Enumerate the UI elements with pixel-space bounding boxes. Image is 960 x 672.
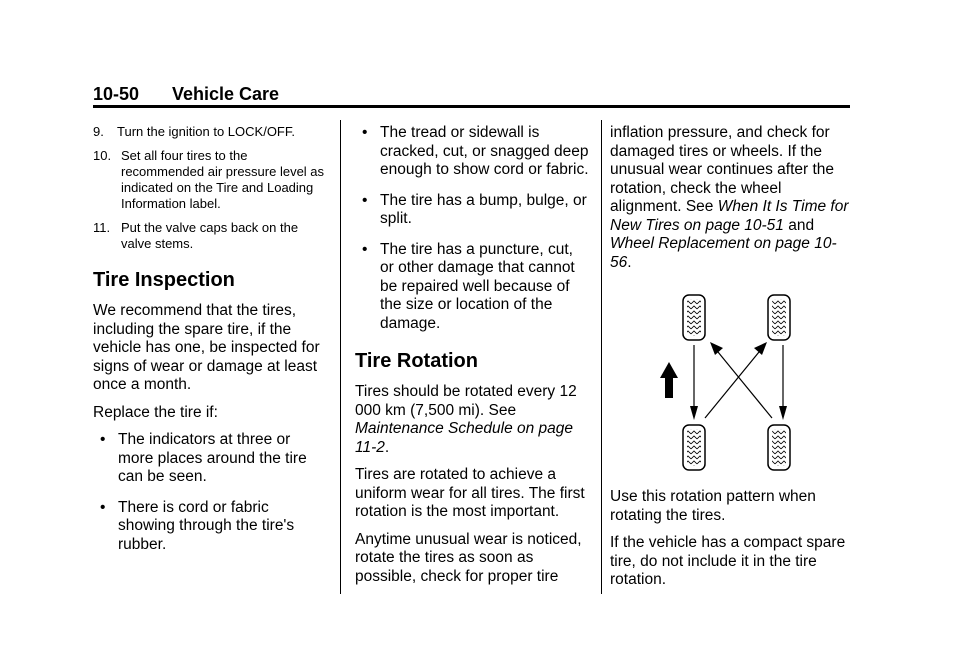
column-1 — [93, 124, 328, 566]
column-divider — [340, 120, 341, 594]
bullet-item: • There is cord or fabric showing through the tire's rubber. — [100, 498, 295, 553]
arrowhead-icon — [690, 406, 698, 420]
bullet-item: • The tire has a bump, bulge, or split. — [362, 191, 587, 227]
page-number: 10-50 — [93, 84, 140, 104]
tire-icon — [683, 295, 705, 340]
cross-reference-link[interactable]: When It Is Time for New Tires on page 10-51 — [610, 198, 849, 234]
column-3 — [610, 124, 855, 588]
tire-icon — [768, 425, 790, 470]
rotation-arrow — [705, 352, 759, 418]
cross-reference-link[interactable]: Maintenance Schedule on page 11-2 — [355, 420, 574, 456]
paragraph: We recommend that the tires, including the spare tire, if the vehicle has one, be inspected for signs of wear or damage at least once a month. — [93, 302, 320, 393]
bullet-item: • The tire has a puncture, cut, or other damage that cannot be repaired well because of the size or location of the damage. — [362, 240, 575, 332]
bullet-item: • The indicators at three or more places around the tire can be seen. — [100, 431, 307, 485]
section-heading: Tire Rotation — [355, 350, 478, 372]
arrowhead-icon — [779, 406, 787, 420]
arrowhead-icon — [754, 342, 767, 355]
paragraph: Tires should be rotated every 12 000 km (7,500 mi). See Maintenance Schedule on page 11-2. — [355, 383, 577, 456]
tire-rotation-diagram — [655, 290, 805, 475]
bullet-item: • The tread or sidewall is cracked, cut, or snagged deep enough to show cord or fabric. — [362, 124, 589, 178]
paragraph: Anytime unusual wear is noticed, rotate the tires as soon as possible, check for proper tire — [355, 530, 582, 585]
column-2 — [355, 124, 590, 595]
paragraph: If the vehicle has a compact spare tire, do not include it in the tire rotation. — [610, 534, 846, 588]
rotation-arrow — [718, 352, 772, 418]
tire-icon — [768, 295, 790, 340]
step-item: 11. Put the valve caps back on the valve stems. — [93, 220, 299, 251]
section-heading: Tire Inspection — [93, 269, 235, 291]
column-divider — [601, 120, 602, 594]
paragraph: inflation pressure, and check for damaged tires or wheels. If the unusual wear continues after the rotation, check the wheel alignment. See When It Is Time for New Tires on page 10-51 and Wheel Replacement on page 10-56. — [610, 124, 849, 271]
step-item: 9. Turn the ignition to LOCK/OFF. — [93, 124, 295, 139]
paragraph: Use this rotation pattern when rotating the tires. — [610, 488, 816, 524]
step-item: 10. Set all four tires to the recommended air pressure level as indicated on the Tire and Loading Information label. — [93, 148, 325, 211]
section-title: Vehicle Care — [172, 84, 280, 104]
paragraph: Tires are rotated to achieve a uniform wear for all tires. The first rotation is the most important. — [355, 466, 585, 520]
tire-icon — [683, 425, 705, 470]
header-rule — [93, 105, 850, 108]
cross-reference-link[interactable]: Wheel Replacement on page 10-56 — [610, 235, 837, 271]
forward-arrow-icon — [660, 362, 678, 398]
paragraph: Replace the tire if: — [93, 403, 218, 421]
arrowhead-icon — [710, 342, 723, 355]
